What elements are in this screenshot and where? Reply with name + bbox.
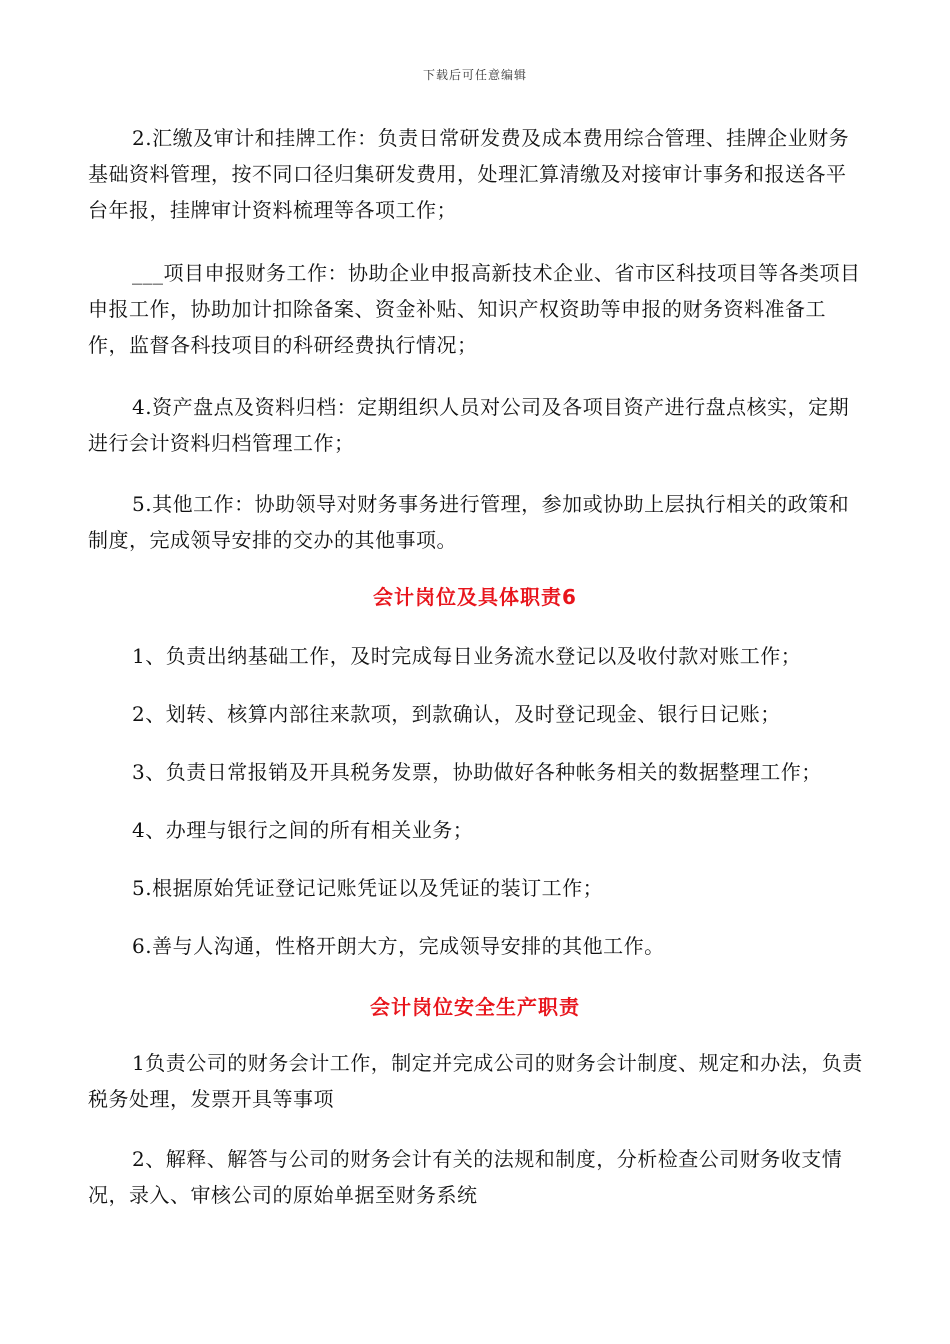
- paragraph-safety-1: 1负责公司的财务会计工作，制定并完成公司的财务会计制度、规定和办法，负责税务处理，发票开具等事项: [88, 1051, 863, 1111]
- paragraph-duty-5: 5.根据原始凭证登记记账凭证以及凭证的装订工作；: [132, 876, 604, 900]
- paragraph-duty-3: 3、负责日常报销及开具税务发票，协助做好各种帐务相关的数据整理工作；: [132, 760, 822, 784]
- paragraph-duty-4: 4、办理与银行之间的所有相关业务；: [132, 818, 474, 842]
- paragraph-audit-listing: 2.汇缴及审计和挂牌工作：负责日常研发费及成本费用综合管理、挂牌企业财务基础资料管理，按不同口径归集研发费用，处理汇算清缴及对接审计事务和报送各平台年报，挂牌审计资料梳理等各项工作；: [88, 126, 850, 222]
- paragraph-duty-2: 2、划转、核算内部往来款项，到款确认，及时登记现金、银行日记账；: [132, 702, 781, 726]
- header-note: 下载后可任意编辑: [422, 68, 527, 82]
- section-heading-safety-duties: 会计岗位安全生产职责: [370, 995, 580, 1019]
- paragraph-other-work: 5.其他工作：协助领导对财务事务进行管理，参加或协助上层执行相关的政策和制度，完成领导安排的交办的其他事项。: [88, 492, 850, 552]
- paragraph-duty-6: 6.善与人沟通，性格开朗大方，完成领导安排的其他工作。: [132, 934, 665, 958]
- paragraph-project-declaration: ___项目申报财务工作：协助企业申报高新技术企业、省市区科技项目等各类项目申报工作，协助加计扣除备案、资金补贴、知识产权资助等申报的财务资料准备工作，监督各科技项目的科研经费执行情况；: [88, 261, 861, 357]
- paragraph-safety-2: 2、解释、解答与公司的财务会计有关的法规和制度，分析检查公司财务收支情况，录入、审核公司的原始单据至财务系统: [88, 1147, 843, 1207]
- paragraph-duty-1: 1、负责出纳基础工作，及时完成每日业务流水登记以及收付款对账工作；: [132, 644, 802, 668]
- section-heading-duties-6: 会计岗位及具体职责6: [373, 585, 577, 609]
- paragraph-asset-inventory: 4.资产盘点及资料归档：定期组织人员对公司及各项目资产进行盘点核实，定期进行会计资料归档管理工作；: [88, 395, 850, 455]
